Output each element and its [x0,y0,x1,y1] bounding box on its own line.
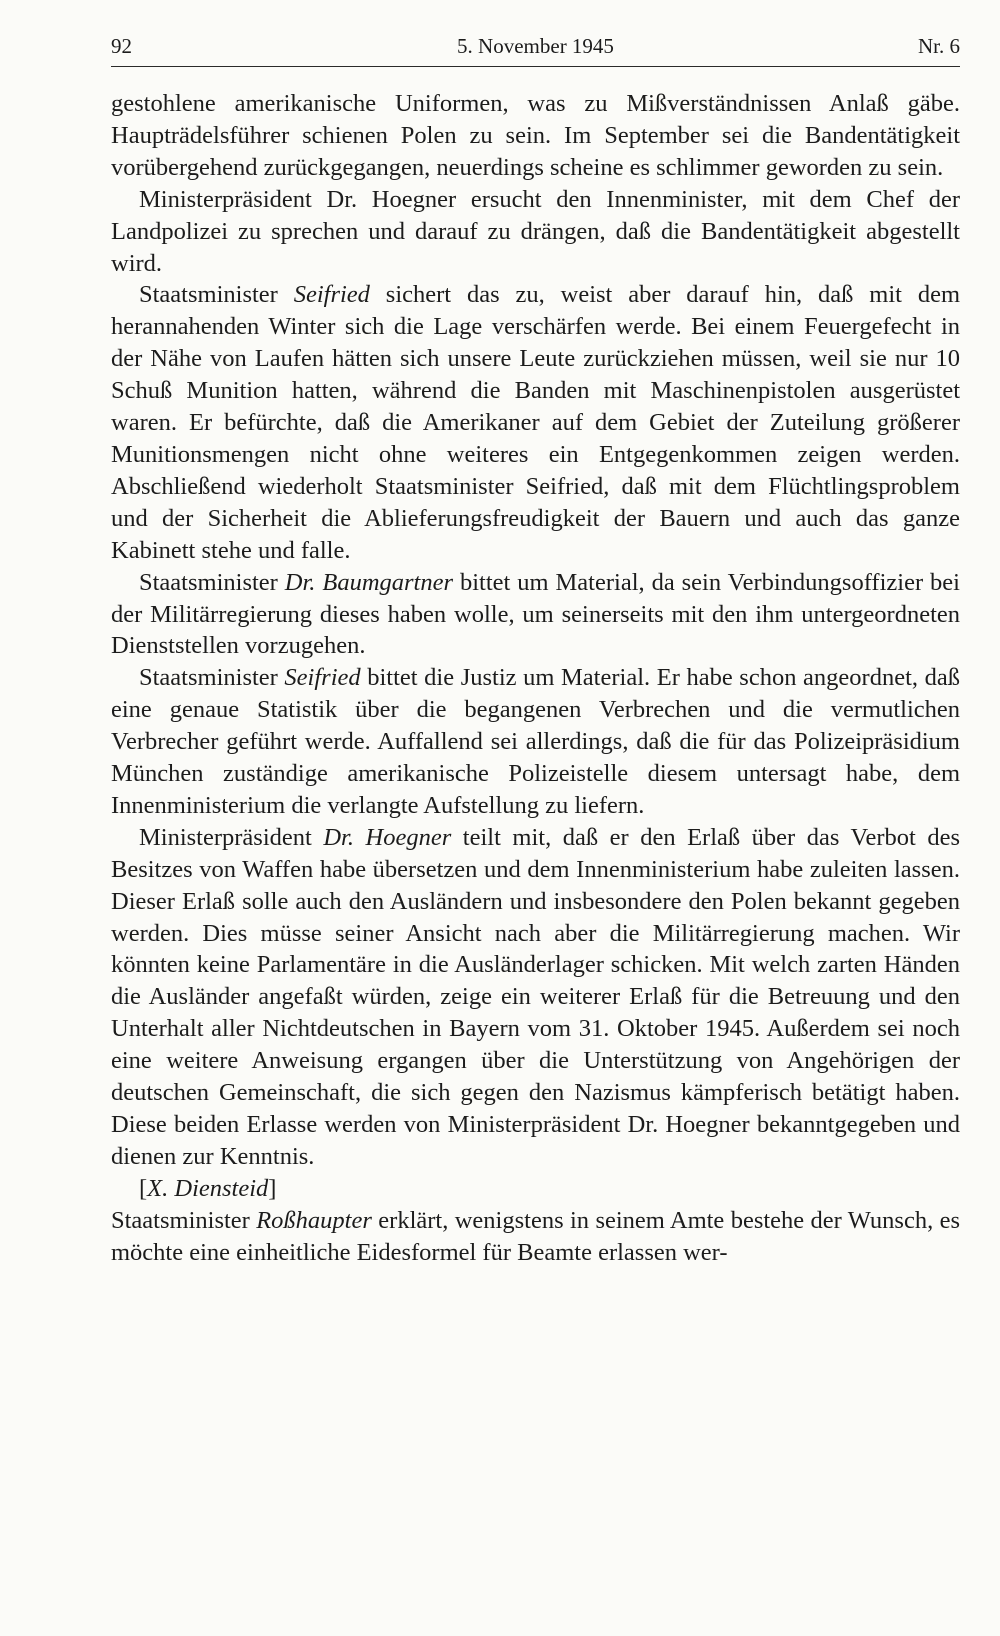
text-run: Staatsminister [139,664,285,692]
italic-name: Roßhaupter [256,1206,372,1234]
paragraph [111,822,960,1173]
body-text [111,88,960,1269]
text-run: Ministerpräsident Dr. Hoegner ersucht den Innenminister, mit dem Chef der Landpolizei zu sprechen und darauf zu drängen, daß die Bandentätigkeit abgestellt wird. [111,185,960,277]
italic-name: Seifried [293,281,370,309]
paragraph [111,567,960,663]
text-run: Staatsminister [139,568,285,596]
italic-name: Dr. Hoegner [323,823,452,851]
text-run: sichert das zu, weist aber darauf hin, daß mit dem herannahenden Winter sich die Lage verschärfen werde. Bei einem Feuergefecht in der Nähe von Laufen hätten sich unsere Leute zurückziehen müssen, weil sie nur 10 Schuß Munition hatten, während die Banden mit Maschinenpistolen ausgerüstet waren. Er befürchte, daß die Amerikaner auf dem Gebiet der Zuteilung größerer Munitionsmengen nicht ohne weiteres ein Entgegenkommen zeigen werden. Abschließend wiederholt Staatsminister Seifried, daß mit dem Flüchtlingsproblem und der Sicherheit die Ablieferungsfreudigkeit der Bauern und auch das ganze Kabinett stehe und falle. [111,281,960,564]
header-date: 5. November 1945 [457,34,614,58]
text-run: Ministerpräsident [139,823,324,851]
paragraph [111,279,960,566]
italic-name: Seifried [284,664,361,692]
text-run: bittet die Justiz um Material. Er habe schon angeordnet, daß eine genaue Statistik über die begangenen Verbrechen und die vermutlichen Verbrecher geführt werde. Auffallend sei allerdings, daß die für das Polizeipräsidium München zuständige amerikanische Polizeistelle diesem untersagt habe, dem Innenministerium die verlangte Aufstellung zu liefern. [111,664,960,819]
text-run: gestohlene amerikanische Uniformen, was zu Mißverständnissen Anlaß gäbe. Haupträdelsführer schienen Polen zu sein. Im September sei die Bandentätigkeit vorübergehend zurückgegangen, neuerdings scheine es schlimmer geworden zu sein. [111,90,960,181]
page-header [111,30,960,67]
issue-number: Nr. 6 [918,34,960,58]
text-run: teilt mit, daß er den Erlaß über das Verbot des Besitzes von Waffen habe übersetzen und dem Innenministerium habe zuleiten lassen. Dieser Erlaß solle auch den Ausländern und insbesondere den Polen bekannt gegeben werden. Dies müsse seiner Ansicht nach aber die Militärregierung machen. Wir könnten keine Parlamentäre in die Ausländerlager schicken. Mit welch zarten Händen die Ausländer angefaßt würden, zeige ein weiterer Erlaß für die Betreuung und den Unterhalt aller Nichtdeutschen in Bayern vom 31. Oktober 1945. Außerdem sei noch eine weitere Anweisung ergangen über die Unterstützung von Angehörigen der deutschen Gemeinschaft, die sich gegen den Nazismus kämpferisch betätigt haben. Diese beiden Erlasse werden von Ministerpräsident Dr. Hoegner bekanntgegeben und dienen zur Kenntnis. [111,823,960,1170]
text-run: bittet um Material, da sein Verbindungsoffizier bei der Militärregierung dieses haben wolle, um seinerseits mit den ihm untergeordneten Dienststellen vorzugehen. [111,568,960,660]
text-run: ] [268,1174,277,1202]
paragraph [111,1205,960,1269]
text-run: [ [139,1174,148,1202]
paragraph [111,88,960,184]
page-number: 92 [111,34,132,58]
italic-name: Dr. Baumgartner [284,568,454,596]
text-run: Staatsminister [139,281,294,309]
text-run: erklärt, wenigstens in seinem Amte bestehe der Wunsch, es möchte eine einheitliche Eidesformel für Beamte erlassen wer- [111,1206,960,1266]
text-run: Staatsminister [111,1206,257,1234]
paragraph [111,184,960,280]
italic-name: X. Diensteid [147,1174,269,1202]
paragraph [111,662,960,822]
section-heading [111,1173,960,1205]
